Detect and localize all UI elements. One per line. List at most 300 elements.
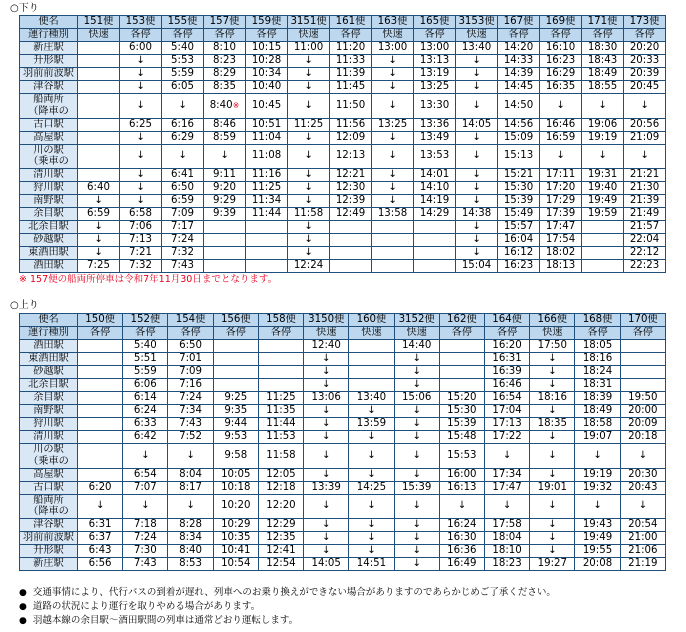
time-cell (78, 144, 120, 169)
time-cell (414, 234, 456, 247)
time-cell: 7:13 (120, 234, 162, 247)
time-cell: ↓ (162, 144, 204, 169)
time-cell: ↓ (288, 169, 330, 182)
time-cell: 20:30 (620, 468, 665, 481)
time-cell: 22:23 (624, 260, 666, 273)
time-cell (78, 131, 120, 144)
time-cell: 19:50 (620, 392, 665, 405)
time-cell: 9:35 (213, 405, 258, 418)
time-cell: 13:49 (414, 131, 456, 144)
time-cell: ↓ (530, 494, 575, 519)
time-cell: 19:49 (582, 195, 624, 208)
time-cell: ↓ (349, 431, 394, 444)
time-cell (349, 353, 394, 366)
time-cell: 13:59 (349, 418, 394, 431)
service-type: 各停 (258, 327, 303, 340)
train-number: 3153便 (456, 16, 498, 29)
station-name: 南野駅 (20, 195, 78, 208)
time-cell: 16:23 (540, 55, 582, 68)
time-cell: 11:34 (246, 195, 288, 208)
station-name: 余目駅 (20, 392, 78, 405)
time-cell: 18:30 (582, 42, 624, 55)
time-cell (78, 353, 123, 366)
time-cell: 9:58 (213, 444, 258, 469)
time-cell (78, 379, 123, 392)
time-cell (213, 379, 258, 392)
time-cell: 14:40 (394, 340, 439, 353)
time-cell: 6:42 (123, 431, 168, 444)
time-cell (258, 353, 303, 366)
time-cell: 12:29 (258, 519, 303, 532)
time-cell: 20:45 (624, 81, 666, 94)
time-cell: ↓ (530, 545, 575, 558)
time-cell: 15:39 (439, 418, 484, 431)
table-row (20, 234, 666, 247)
time-cell: 10:05 (213, 468, 258, 481)
up-section-title: ○上り (10, 300, 39, 311)
time-cell: ↓ (372, 68, 414, 81)
service-type: 各停 (78, 327, 123, 340)
time-cell: 10:40 (246, 81, 288, 94)
time-cell: 18:49 (575, 405, 620, 418)
service-type: 各停 (620, 327, 665, 340)
time-cell (372, 260, 414, 273)
table-row (20, 340, 666, 353)
service-type: 各停 (120, 29, 162, 42)
table-row (20, 353, 666, 366)
time-cell: 5:59 (123, 366, 168, 379)
time-cell: 16:23 (498, 260, 540, 273)
time-cell: ↓ (394, 366, 439, 379)
time-cell (78, 55, 120, 68)
train-number: 165便 (414, 16, 456, 29)
time-cell: 16:24 (439, 519, 484, 532)
time-cell: ↓ (394, 468, 439, 481)
time-cell: ↓ (575, 494, 620, 519)
time-cell: 17:29 (540, 195, 582, 208)
time-cell: ↓ (120, 94, 162, 119)
time-cell: 18:13 (540, 260, 582, 273)
time-cell: ↓ (394, 519, 439, 532)
time-cell: 18:43 (582, 55, 624, 68)
time-cell: 13:25 (414, 81, 456, 94)
header-row-trains (20, 16, 666, 29)
time-cell: 11:44 (258, 418, 303, 431)
service-type: 各停 (624, 29, 666, 42)
table-row (20, 431, 666, 444)
time-cell: ↓ (456, 68, 498, 81)
train-number: 155便 (162, 16, 204, 29)
time-cell: 8:59 (204, 131, 246, 144)
time-cell: ↓ (456, 234, 498, 247)
time-cell: 16:54 (484, 392, 529, 405)
time-cell: 10:29 (213, 519, 258, 532)
time-cell: 11:35 (258, 405, 303, 418)
time-cell: 9:25 (213, 392, 258, 405)
time-cell (204, 234, 246, 247)
station-name: 高屋駅 (20, 131, 78, 144)
station-name: 川の駅 （乗車の (20, 444, 78, 469)
time-cell: 11:53 (258, 431, 303, 444)
station-name: 川の駅 （乗車の (20, 144, 78, 169)
time-cell: 6:31 (78, 519, 123, 532)
time-cell: 14:01 (414, 169, 456, 182)
time-cell (439, 379, 484, 392)
time-cell: ↓ (372, 169, 414, 182)
time-cell: ↓ (120, 195, 162, 208)
table-row (20, 379, 666, 392)
time-cell: 8:40※ (204, 94, 246, 119)
time-cell: 18:02 (540, 247, 582, 260)
time-cell: 12:35 (258, 532, 303, 545)
station-name: 升形駅 (20, 55, 78, 68)
train-number: 171便 (582, 16, 624, 29)
time-cell: 18:31 (575, 379, 620, 392)
time-cell: 13:40 (349, 392, 394, 405)
time-cell: 13:58 (372, 208, 414, 221)
train-number: 150便 (78, 314, 123, 327)
time-cell: 7:32 (162, 247, 204, 260)
time-cell: ↓ (288, 182, 330, 195)
station-name: 船両所 （降車の (20, 94, 78, 119)
table-row (20, 94, 666, 119)
time-cell: 7:09 (168, 366, 213, 379)
time-cell: ↓ (456, 144, 498, 169)
time-cell: ↓ (120, 81, 162, 94)
time-cell: 14:45 (498, 81, 540, 94)
service-type: 各停 (162, 29, 204, 42)
time-cell: 6:05 (162, 81, 204, 94)
time-cell: 12:49 (330, 208, 372, 221)
table-row (20, 247, 666, 260)
time-cell: 14:05 (456, 118, 498, 131)
train-number: 162便 (439, 314, 484, 327)
time-cell: 17:13 (484, 418, 529, 431)
time-cell: 7:32 (120, 260, 162, 273)
time-cell: 13:00 (414, 42, 456, 55)
time-cell: 6:00 (120, 42, 162, 55)
time-cell: 16:39 (484, 366, 529, 379)
service-type: 快速 (530, 327, 575, 340)
time-cell: 14:29 (414, 208, 456, 221)
time-cell (330, 247, 372, 260)
time-cell: 14:10 (414, 182, 456, 195)
time-cell (78, 42, 120, 55)
time-cell: 14:25 (349, 481, 394, 494)
time-cell: 12:30 (330, 182, 372, 195)
header-row-types (20, 29, 666, 42)
time-cell: 21:06 (620, 545, 665, 558)
table-row (20, 208, 666, 221)
notice-item: ● 交通事情により、代行バスの到着が遅れ、列車へのお乗り換えができない場合がありますのであらかじめご了承ください。 (19, 586, 556, 600)
time-cell: 16:10 (540, 42, 582, 55)
table-row (20, 221, 666, 234)
time-cell: 21:21 (624, 169, 666, 182)
time-cell: 14:39 (498, 68, 540, 81)
time-cell: 18:05 (575, 340, 620, 353)
time-cell: 16:36 (439, 545, 484, 558)
time-cell: ↓ (162, 94, 204, 119)
time-cell: ↓ (530, 468, 575, 481)
time-cell: 18:58 (575, 418, 620, 431)
time-cell: ↓ (540, 144, 582, 169)
table-row (20, 418, 666, 431)
time-cell (204, 260, 246, 273)
time-cell: 6:59 (78, 208, 120, 221)
time-cell: ↓ (575, 444, 620, 469)
train-number: 158便 (258, 314, 303, 327)
service-type: 各停 (484, 327, 529, 340)
time-cell: 6:50 (168, 340, 213, 353)
time-cell: ↓ (304, 405, 349, 418)
time-cell (78, 468, 123, 481)
time-cell: ↓ (394, 405, 439, 418)
time-cell: ↓ (349, 532, 394, 545)
time-cell (620, 353, 665, 366)
time-cell: 15:21 (498, 169, 540, 182)
time-cell: ↓ (456, 247, 498, 260)
time-cell: 13:25 (372, 118, 414, 131)
time-cell: 16:04 (498, 234, 540, 247)
time-cell: 7:06 (120, 221, 162, 234)
time-cell: 8:35 (204, 81, 246, 94)
time-cell: 17:47 (484, 481, 529, 494)
time-cell: ↓ (530, 444, 575, 469)
time-cell: 16:20 (484, 340, 529, 353)
time-cell: ↓ (394, 353, 439, 366)
time-cell (78, 68, 120, 81)
time-cell: 6:24 (123, 405, 168, 418)
time-cell: 16:13 (439, 481, 484, 494)
time-cell: 10:20 (213, 494, 258, 519)
station-name: 古口駅 (20, 118, 78, 131)
time-cell: 7:24 (168, 392, 213, 405)
time-cell (258, 366, 303, 379)
station-name: 船両所 （降車の (20, 494, 78, 519)
time-cell: ↓ (624, 144, 666, 169)
time-cell: 5:51 (123, 353, 168, 366)
station-name: 古口駅 (20, 481, 78, 494)
train-number: 168便 (575, 314, 620, 327)
service-type: 各停 (414, 29, 456, 42)
time-cell: 15:30 (439, 405, 484, 418)
time-cell: 8:53 (168, 558, 213, 571)
time-cell: 6:56 (78, 558, 123, 571)
time-cell (330, 234, 372, 247)
time-cell: ↓ (372, 144, 414, 169)
station-name: 津谷駅 (20, 81, 78, 94)
time-cell: 15:20 (439, 392, 484, 405)
service-type: 快速 (372, 29, 414, 42)
table-row (20, 144, 666, 169)
time-cell: 17:58 (484, 519, 529, 532)
time-cell: 15:13 (498, 144, 540, 169)
time-cell: ↓ (349, 405, 394, 418)
station-name: 高屋駅 (20, 468, 78, 481)
time-cell: 6:20 (78, 481, 123, 494)
time-cell: 11:25 (246, 182, 288, 195)
time-cell: ↓ (123, 444, 168, 469)
time-cell: ↓ (304, 366, 349, 379)
time-cell (582, 247, 624, 260)
time-cell: 14:19 (414, 195, 456, 208)
time-cell (246, 247, 288, 260)
time-cell: 14:20 (498, 42, 540, 55)
time-cell: 19:43 (575, 519, 620, 532)
time-cell: 16:31 (484, 353, 529, 366)
station-name: 酒田駅 (20, 340, 78, 353)
time-cell: 8:34 (168, 532, 213, 545)
time-cell: 16:49 (439, 558, 484, 571)
train-number: 152便 (123, 314, 168, 327)
time-cell: ↓ (530, 366, 575, 379)
time-cell: 10:51 (246, 118, 288, 131)
time-cell: ↓ (120, 169, 162, 182)
time-cell: 9:39 (204, 208, 246, 221)
time-cell: 17:04 (484, 405, 529, 418)
time-cell: 11:44 (246, 208, 288, 221)
service-type: 各停 (330, 29, 372, 42)
time-cell: 22:04 (624, 234, 666, 247)
time-cell: ↓ (304, 431, 349, 444)
time-cell (213, 366, 258, 379)
train-number: 164便 (484, 314, 529, 327)
time-cell: ↓ (120, 55, 162, 68)
service-type: 各停 (213, 327, 258, 340)
time-cell: 20:54 (620, 519, 665, 532)
time-cell: 12:18 (258, 481, 303, 494)
station-name: 南野駅 (20, 405, 78, 418)
time-cell: 21:00 (620, 532, 665, 545)
time-cell: 5:53 (162, 55, 204, 68)
time-cell: 12:21 (330, 169, 372, 182)
time-cell: ↓ (620, 444, 665, 469)
time-cell: 12:13 (330, 144, 372, 169)
time-cell: 15:04 (456, 260, 498, 273)
time-cell (258, 379, 303, 392)
time-cell: 11:33 (330, 55, 372, 68)
time-cell (204, 221, 246, 234)
station-name: 北余目駅 (20, 379, 78, 392)
time-cell: ↓ (78, 234, 120, 247)
service-type: 各停 (123, 327, 168, 340)
time-cell: ↓ (456, 221, 498, 234)
table-row (20, 545, 666, 558)
time-cell: 12:41 (258, 545, 303, 558)
time-cell: 17:22 (484, 431, 529, 444)
time-cell: 14:05 (304, 558, 349, 571)
service-type: 快速 (456, 29, 498, 42)
time-cell: ↓ (620, 494, 665, 519)
train-number: 161便 (330, 16, 372, 29)
time-cell: 13:30 (414, 94, 456, 119)
header-row-types (20, 327, 666, 340)
time-cell: 10:41 (213, 545, 258, 558)
time-cell: ↓ (372, 55, 414, 68)
time-cell: 11:58 (288, 208, 330, 221)
station-name: 余目駅 (20, 208, 78, 221)
table-row (20, 366, 666, 379)
time-cell: 20:20 (624, 42, 666, 55)
time-cell: 16:46 (484, 379, 529, 392)
time-cell: ↓ (394, 494, 439, 519)
station-name: 砂越駅 (20, 234, 78, 247)
header-service-type-label: 運行種別 (20, 327, 78, 340)
time-cell: ↓ (304, 468, 349, 481)
time-cell: ↓ (304, 418, 349, 431)
time-cell: 7:52 (168, 431, 213, 444)
time-cell: 17:39 (540, 208, 582, 221)
time-cell: ↓ (168, 444, 213, 469)
station-name: 津谷駅 (20, 519, 78, 532)
station-name: 北余目駅 (20, 221, 78, 234)
train-number: 170便 (620, 314, 665, 327)
service-type: 各停 (439, 327, 484, 340)
time-cell: ↓ (394, 418, 439, 431)
time-cell: 7:25 (78, 260, 120, 273)
time-cell (439, 366, 484, 379)
time-cell: ↓ (288, 55, 330, 68)
service-type: 各停 (582, 29, 624, 42)
time-cell: ↓ (120, 182, 162, 195)
time-cell: 19:06 (582, 118, 624, 131)
time-cell: 11:25 (288, 118, 330, 131)
time-cell: 5:40 (162, 42, 204, 55)
time-cell: 13:39 (304, 481, 349, 494)
table-row (20, 42, 666, 55)
time-cell: 7:43 (168, 418, 213, 431)
time-cell: ↓ (394, 558, 439, 571)
time-cell: ↓ (204, 144, 246, 169)
time-cell: 17:11 (540, 169, 582, 182)
time-cell: ↓ (530, 353, 575, 366)
time-cell: 6:06 (123, 379, 168, 392)
time-cell: ↓ (530, 405, 575, 418)
time-cell: 20:39 (624, 68, 666, 81)
time-cell: 18:10 (484, 545, 529, 558)
time-cell (78, 169, 120, 182)
time-cell: ↓ (78, 221, 120, 234)
time-cell (78, 81, 120, 94)
time-cell: 12:05 (258, 468, 303, 481)
time-cell: 14:56 (498, 118, 540, 131)
time-cell: 11:56 (330, 118, 372, 131)
time-cell: ↓ (78, 494, 123, 519)
time-cell: ↓ (394, 532, 439, 545)
station-name: 清川駅 (20, 169, 78, 182)
time-cell: 6:50 (162, 182, 204, 195)
time-cell: 7:01 (168, 353, 213, 366)
time-cell: ↓ (304, 494, 349, 519)
table-row (20, 519, 666, 532)
time-cell: 16:30 (439, 532, 484, 545)
time-cell (258, 340, 303, 353)
table-row (20, 444, 666, 469)
time-cell: 7:34 (168, 405, 213, 418)
train-number: 153便 (120, 16, 162, 29)
time-cell: 5:40 (123, 340, 168, 353)
time-cell: ↓ (372, 131, 414, 144)
notice-list (19, 586, 556, 628)
table-row (20, 405, 666, 418)
time-cell: 16:35 (540, 81, 582, 94)
train-number: 157便 (204, 16, 246, 29)
time-cell: ↓ (349, 545, 394, 558)
time-cell: 11:58 (258, 444, 303, 469)
time-cell: 13:19 (414, 68, 456, 81)
train-number: 156便 (213, 314, 258, 327)
time-cell: 18:04 (484, 532, 529, 545)
